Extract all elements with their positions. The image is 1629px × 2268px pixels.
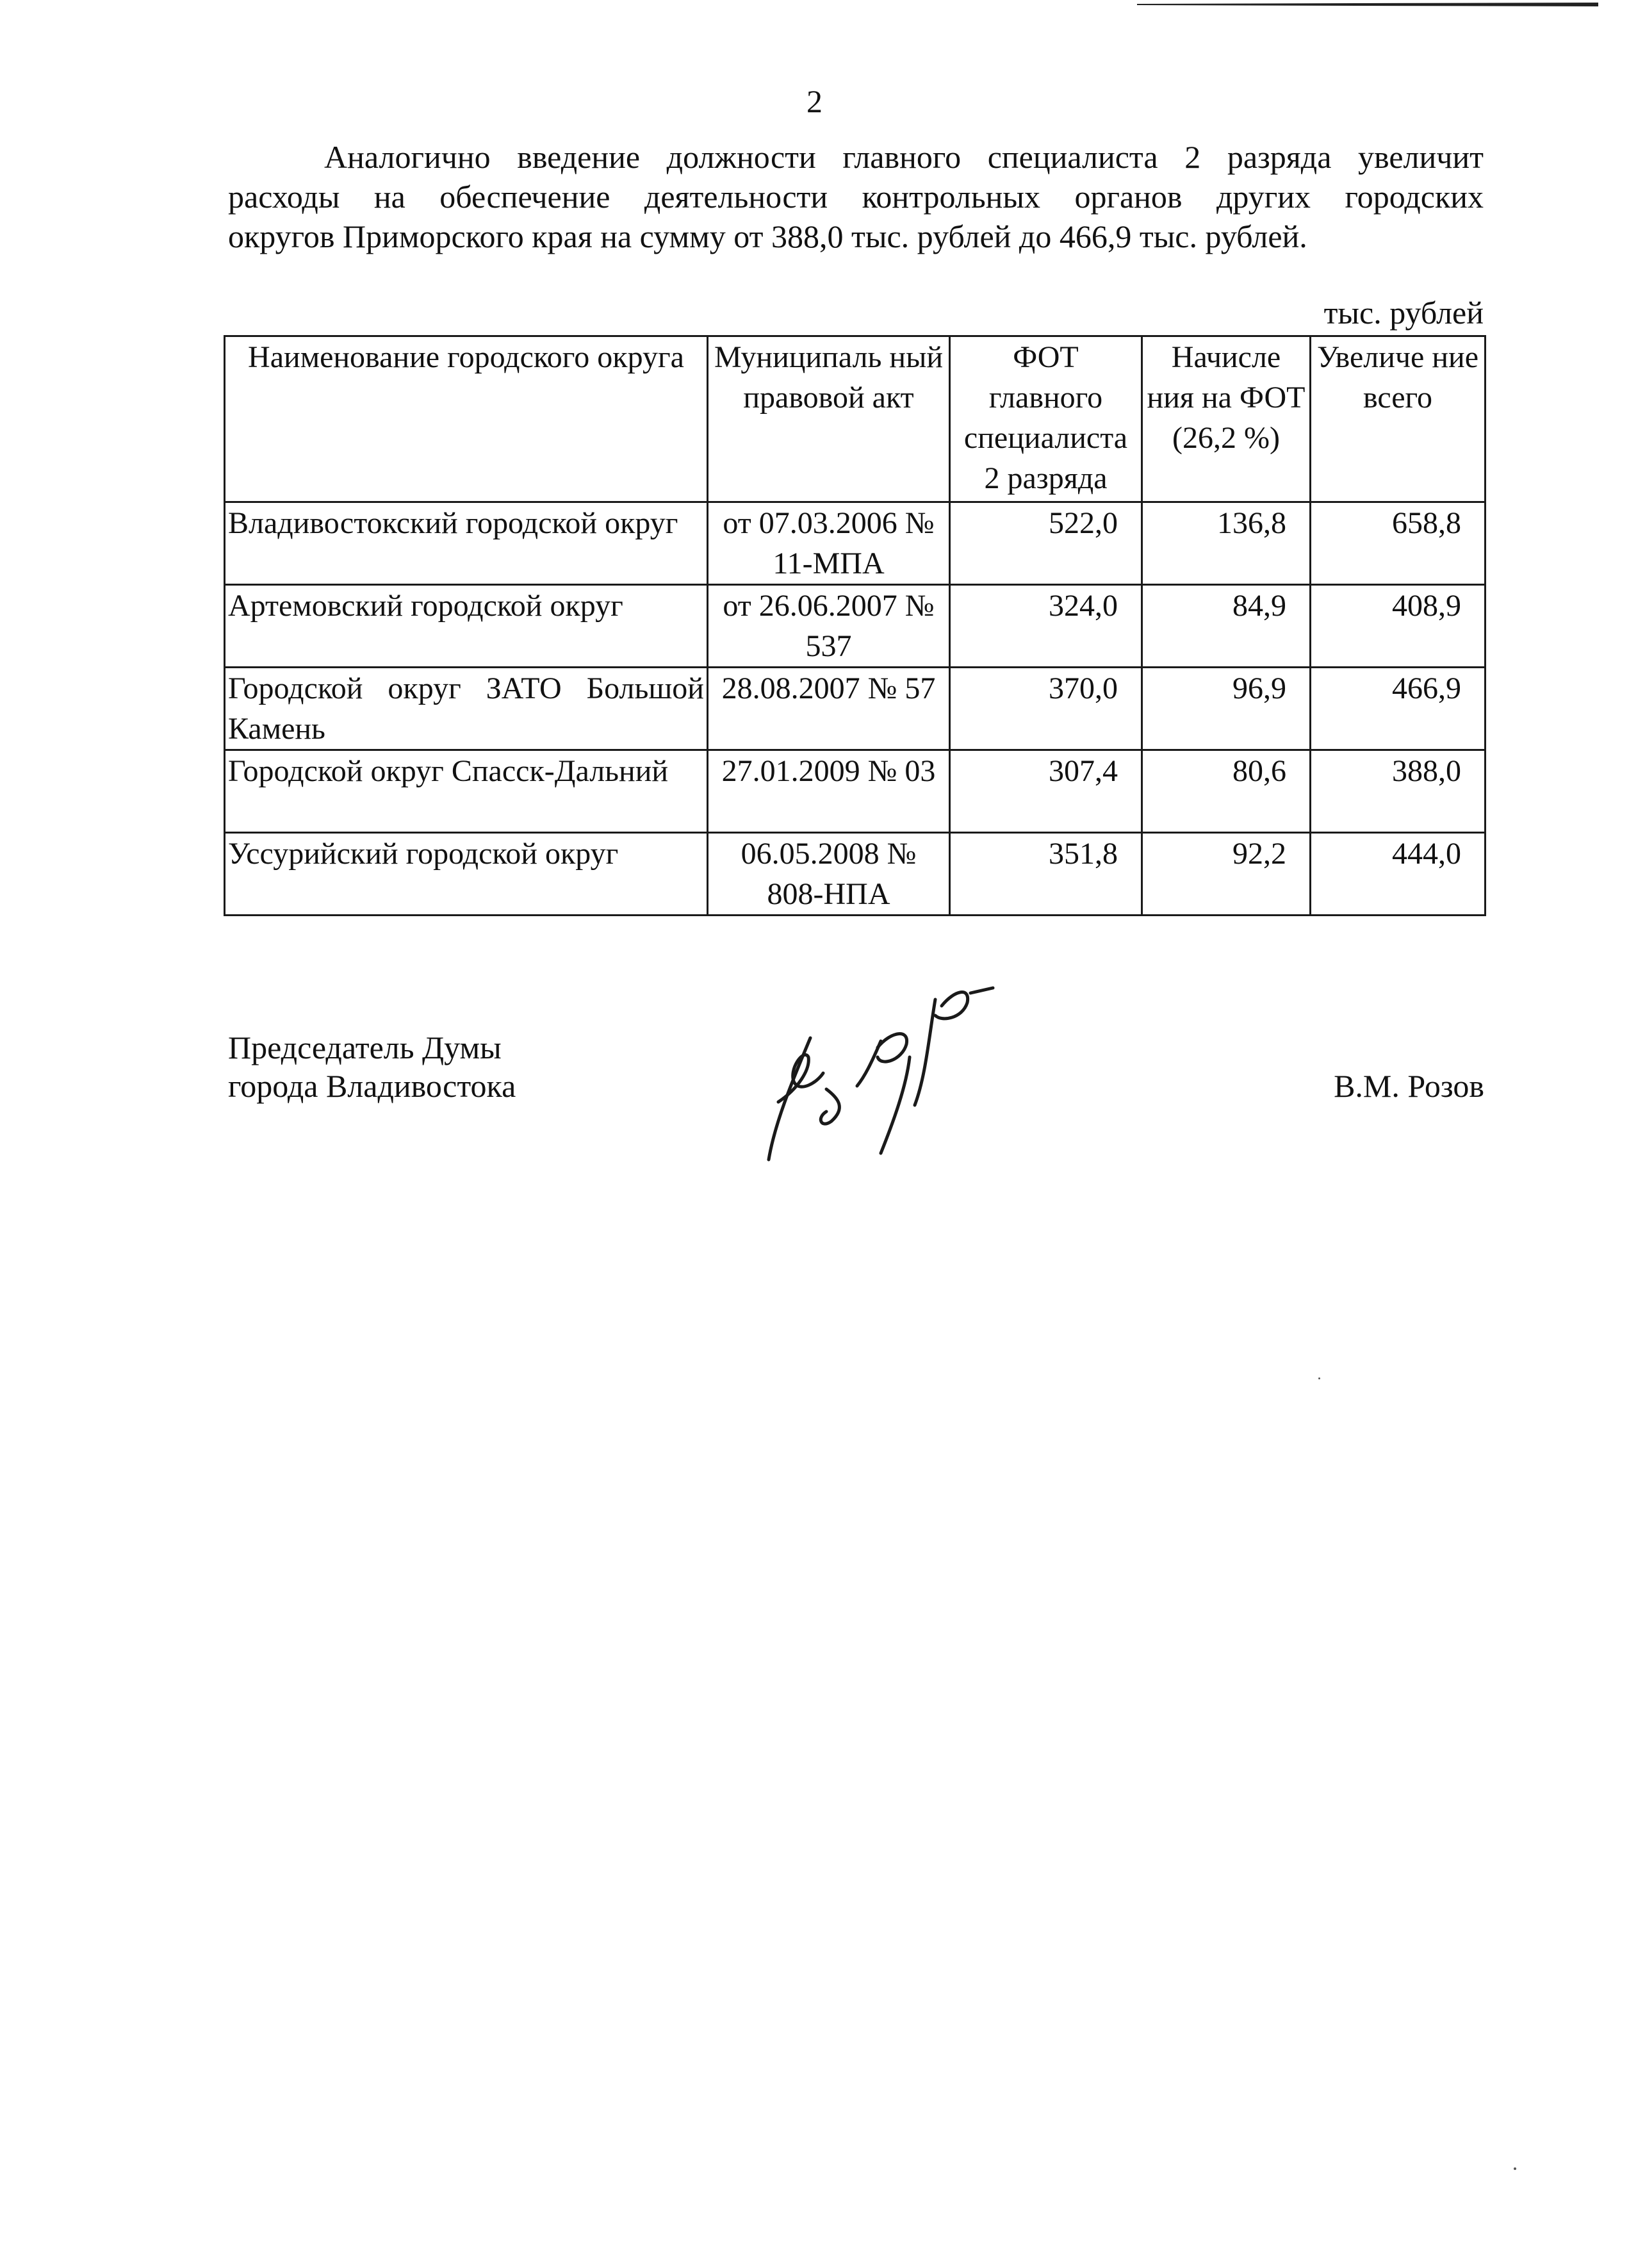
cell-total: 444,0 [1311, 833, 1486, 916]
signer-name: В.М. Розов [1334, 1068, 1484, 1104]
header-fot: ФОТ главного специалиста 2 разряда [950, 336, 1142, 502]
cell-fot: 307,4 [950, 750, 1142, 833]
signatory-title [228, 1028, 516, 1105]
cell-district: Городской округ ЗАТО Большой Камень [225, 668, 708, 750]
table-row [225, 750, 1486, 833]
cell-district: Уссурийский городской округ [225, 833, 708, 916]
cell-district: Городской округ Спасск-Дальний [225, 750, 708, 833]
cell-act: 28.08.2007 № 57 [708, 668, 950, 750]
table-row [225, 833, 1486, 916]
cell-total: 388,0 [1311, 750, 1486, 833]
cell-district: Владивостокский городской округ [225, 502, 708, 585]
cell-fot: 522,0 [950, 502, 1142, 585]
cell-total: 408,9 [1311, 585, 1486, 668]
cell-charges: 136,8 [1142, 502, 1311, 585]
cell-fot: 370,0 [950, 668, 1142, 750]
table-header-row [225, 336, 1486, 502]
header-total: Увеличе ние всего [1311, 336, 1486, 502]
intro-paragraph [228, 137, 1484, 256]
handwritten-signature [749, 961, 1051, 1179]
table-row [225, 502, 1486, 585]
table-row [225, 585, 1486, 668]
cell-charges: 96,9 [1142, 668, 1311, 750]
scan-edge-line [1137, 0, 1598, 9]
table-row [225, 668, 1486, 750]
units-label: тыс. рублей [1323, 295, 1484, 331]
intro-line: расходы на обеспечение деятельности контрольных органов других городских [228, 179, 1484, 215]
cell-charges: 84,9 [1142, 585, 1311, 668]
cell-district: Артемовский городской округ [225, 585, 708, 668]
budget-table [224, 335, 1486, 916]
intro-line: Аналогично введение должности главного специалиста 2 разряда увеличит [324, 139, 1484, 175]
cell-charges: 92,2 [1142, 833, 1311, 916]
scan-speck [1318, 1377, 1320, 1379]
cell-act: 27.01.2009 № 03 [708, 750, 950, 833]
cell-charges: 80,6 [1142, 750, 1311, 833]
header-district: Наименование городского округа [225, 336, 708, 502]
signatory-title-line: города Владивостока [228, 1068, 516, 1104]
cell-total: 466,9 [1311, 668, 1486, 750]
cell-act: от 26.06.2007 № 537 [708, 585, 950, 668]
header-act: Муниципаль ный правовой акт [708, 336, 950, 502]
cell-fot: 351,8 [950, 833, 1142, 916]
signatory-title-line: Председатель Думы [228, 1030, 502, 1065]
scan-speck [1514, 2167, 1516, 2170]
cell-total: 658,8 [1311, 502, 1486, 585]
header-charges: Начисле ния на ФОТ (26,2 %) [1142, 336, 1311, 502]
cell-act: от 07.03.2006 № 11-МПА [708, 502, 950, 585]
cell-fot: 324,0 [950, 585, 1142, 668]
intro-line: округов Приморского края на сумму от 388,0 тыс. рублей до 466,9 тыс. рублей. [228, 218, 1307, 254]
page-number: 2 [806, 83, 823, 119]
cell-act: 06.05.2008 № 808-НПА [708, 833, 950, 916]
